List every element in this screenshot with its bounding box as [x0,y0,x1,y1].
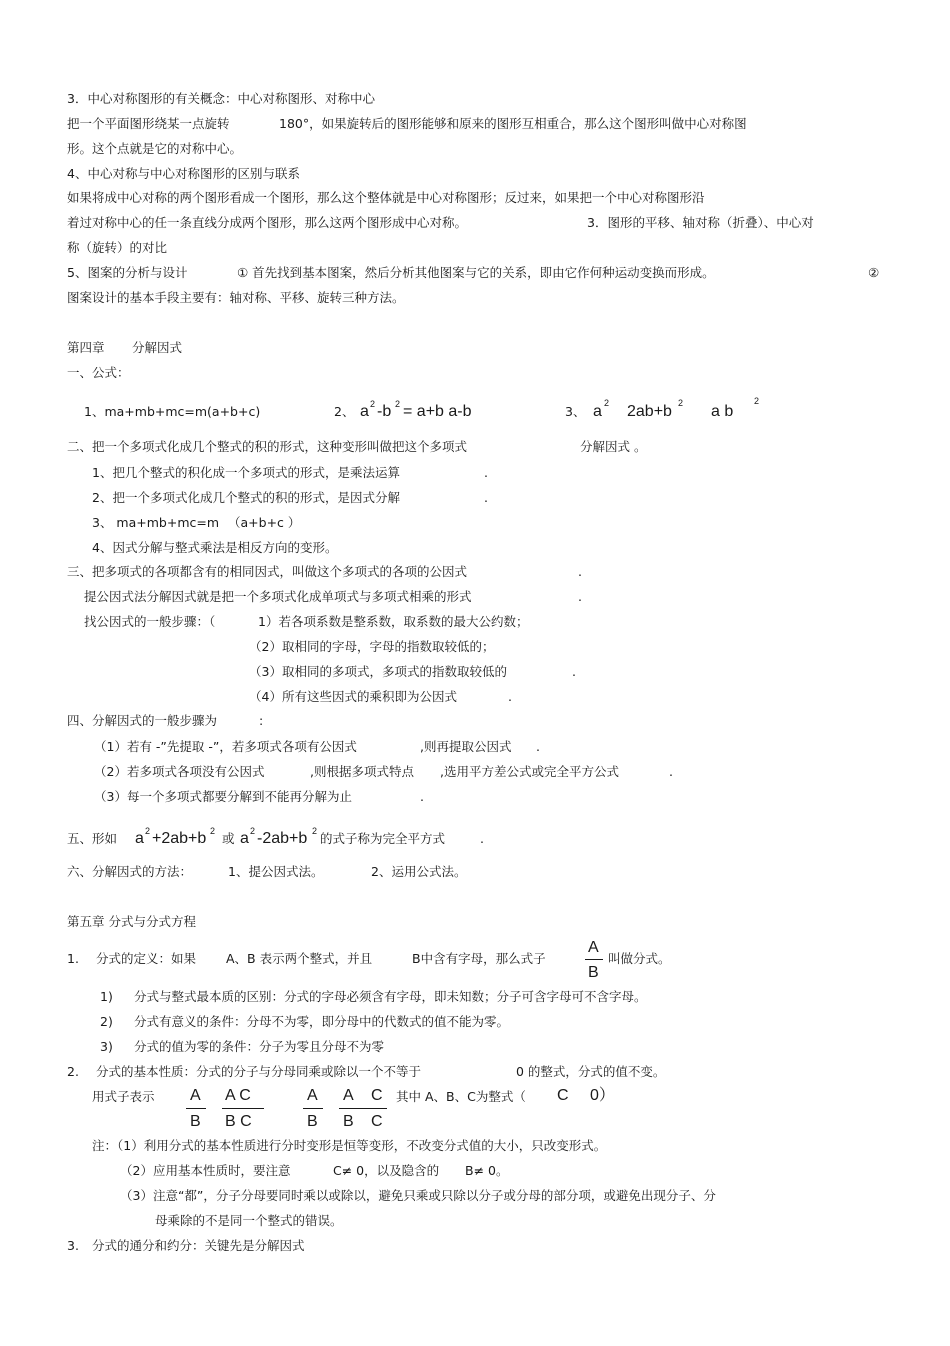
def1-part-b: A、B 表示两个整式，并且 [226,951,373,966]
section-two-item2-dot: . [484,490,488,505]
section-four-step3-dot: . [420,789,424,804]
section5-line2: 图案设计的基本手段主要有：轴对称、平移、旋转三种方法。 [67,290,405,305]
item3-number: 3) [100,1039,113,1054]
section-six-method1: 1、提公因式法。 [228,864,324,879]
section3-line1b: 180°，如果旋转后的图形能够和原来的图形互相重合，那么这个图形叫做中心对称图 [279,116,747,131]
item1-text: 分式与整式最本质的区别：分式的字母必须含有字母，即未知数；分子可含字母可不含字母。 [134,989,647,1004]
section-four-step3: （3）每一个多项式都要分解到不能再分解为止 [94,789,352,804]
formula-3-c: a b [711,403,734,420]
frac3-denominator: B [307,1113,318,1130]
prop3-text: 分式的通分和约分：关键先是分解因式 [92,1238,305,1253]
def1-fraction-bar [585,959,603,960]
section-three-step3: （3）取相同的多项式，多项式的指数取较低的 [249,664,507,679]
section5-title: 5、图案的分析与设计 [67,265,188,280]
chapter5-title: 第五章 分式与分式方程 [67,914,196,929]
section-three-step4-dot: . [508,689,512,704]
section-two-item3a: 3、 ma+mb+mc=m [92,515,220,530]
section-four-step2b: ,则根据多项式特点 [310,764,414,779]
frac2-numerator: A C [225,1087,251,1104]
section-three-step4: （4）所有这些因式的乘积即为公因式 [249,689,457,704]
frac1-numerator: A [190,1087,201,1104]
item1-number: 1) [100,989,113,1004]
frac1-denominator: B [190,1113,201,1130]
note3a: （3）注意“都”，分子分母要同时乘以或除以，避免只乘或只除以分子或分母的部分项，或避免出现分子、分 [120,1188,716,1203]
section3-line1a: 把一个平面图形绕某一点旋转 [67,116,230,131]
formula-3-sup2: 2 [678,398,684,408]
item2-number: 2) [100,1014,113,1029]
prop2-part-a: 分式的基本性质：分式的分子与分母同乘或除以一个不等于 [96,1064,422,1079]
formula-2-sup1: 2 [370,399,376,409]
section3-title: 3．中心对称图形的有关概念：中心对称图形、对称中心 [67,91,375,106]
section-four: 四、分解因式的一般步骤为 [67,713,218,728]
section-five-m2: +2ab+b [152,830,207,847]
frac4-denominator-c: C [371,1113,383,1130]
section-five-sup2: 2 [210,826,216,836]
item2-text: 分式有意义的条件：分母不为零，即分母中的代数式的值不能为零。 [134,1014,510,1029]
item3-text: 分式的值为零的条件：分子为零且分母不为零 [134,1039,385,1054]
formula-3-a: a [593,403,602,420]
expr-label: 用式子表示 [92,1089,155,1104]
section4-line3: 称（旋转）的对比 [67,240,168,255]
frac2-bar [222,1108,264,1109]
formula-heading: 一、公式： [67,365,130,380]
note3b: 母乘除的不是同一个整式的错误。 [155,1213,343,1228]
section-five-m4: -2ab+b [257,830,308,847]
section-four-step1b: ,则再提取公因式 [420,739,512,754]
section-three-step3-dot: . [572,664,576,679]
section-three-dot: . [578,564,582,579]
def1-part-d: 叫做分式。 [608,951,671,966]
section-four-step2a: （2）若多项式各项没有公因式 [94,764,265,779]
section-three-a: 提公因式法分解因式就是把一个多项式化成单项式与多项式相乘的形式 [84,589,472,604]
formula-3-number: 3、 [565,404,586,419]
prop3-number: 3. [67,1238,79,1253]
formula-2-b: -b [377,403,392,420]
frac4-numerator-c: C [371,1087,383,1104]
formula-3-sup1: 2 [604,398,610,408]
section-four-step1a: （1）若有 -”先提取 -”，若多项式各项有公因式 [94,739,357,754]
formula-3-sup3: 2 [754,396,760,406]
section-five-m3: a [240,830,249,847]
prop2-part-b: 0 的整式，分式的值不变。 [516,1064,666,1079]
section-four-step2c: ,选用平方差公式或完全平方公式 [440,764,619,779]
formula-2-sup2: 2 [395,399,401,409]
section-three: 三、把多项式的各项都含有的相同因式，叫做这个多项式的各项的公因式 [67,564,468,579]
section-five-dot: . [480,831,484,846]
section-five-sup4: 2 [312,826,318,836]
section4-line1: 如果将成中心对称的两个图形看成一个图形，那么这个整体就是中心对称图形；反过来，如果把一个中心对称图形沿 [67,190,705,205]
section-six-label: 六、分解因式的方法： [67,864,193,879]
section-six-method2: 2、运用公式法。 [371,864,467,879]
section-four-colon: : [259,713,264,728]
section-five-label: 五、形如 [67,831,118,846]
section-five-sup3: 2 [250,826,256,836]
frac4-numerator-a: A [343,1087,354,1104]
where-text: 其中 A、B、C为整式（ [396,1089,526,1104]
formula-3-b: 2ab+b [627,403,672,420]
section-two-item1: 1、把几个整式的积化成一个多项式的形式，是乘法运算 [92,465,400,480]
where-c: C [557,1087,569,1104]
section-three-a-dot: . [578,589,582,604]
formula-2-number: 2、 [334,404,355,419]
section-two-item2: 2、把一个多项式化成几个整式的积的形式，是因式分解 [92,490,400,505]
section-four-step1-dot: . [536,739,540,754]
section4-line2b: 3．图形的平移、轴对称（折叠）、中心对 [587,215,814,230]
section-four-step2-dot: . [669,764,673,779]
note2a: （2）应用基本性质时，要注意 [120,1163,291,1178]
frac1-bar [186,1108,206,1109]
section5-point1: ① 首先找到基本图案，然后分析其他图案与它的关系，即由它作何种运动变换而形成。 [237,265,715,280]
section-two: 二、把一个多项式化成几个整式的积的形式，这种变形叫做把这个多项式 [67,439,468,454]
frac3-numerator: A [307,1087,318,1104]
note2b: C≠ 0，以及隐含的 [333,1163,440,1178]
frac2-denominator: B C [225,1113,252,1130]
def1-number: 1. [67,951,79,966]
def1-part-a: 分式的定义：如果 [96,951,197,966]
frac4-denominator-b: B [343,1113,354,1130]
formula-2-c: = a+b a-b [403,403,472,420]
section-two-term: 分解因式 。 [580,439,647,454]
def1-part-c: B中含有字母，那么式子 [412,951,546,966]
prop2-number: 2. [67,1064,79,1079]
section-two-item1-dot: . [484,465,488,480]
where-zero: 0） [590,1087,615,1104]
section-five-m1: a [135,830,144,847]
def1-fraction-denominator: B [588,964,599,981]
section-three-steps-label: 找公因式的一般步骤：（ [84,614,216,629]
note2c: B≠ 0。 [465,1163,509,1178]
section-five-or: 或 [222,831,235,846]
section-three-step1: 1）若各项系数是整系数，取系数的最大公约数； [258,614,529,629]
chapter4-subtitle: 分解因式 [132,340,183,355]
section-two-item3b: （a+b+c ） [228,515,301,530]
section-two-item4: 4、因式分解与整式乘法是相反方向的变形。 [92,540,338,555]
formula-1: 1、ma+mb+mc=m(a+b+c) [84,404,261,419]
note1: 注：（1）利用分式的基本性质进行分时变形是恒等变形，不改变分式值的大小，只改变形式。 [92,1138,607,1153]
frac4-bar [339,1108,387,1109]
section4-title: 4、中心对称与中心对称图形的区别与联系 [67,166,300,181]
chapter4-title: 第四章 [67,340,105,355]
section-five-sup1: 2 [145,826,151,836]
def1-fraction-numerator: A [588,939,599,956]
formula-2-a: a [360,403,369,420]
section5-point2-marker: ② [868,265,880,280]
section-three-step2: （2）取相同的字母，字母的指数取较低的； [249,639,495,654]
section4-line2a: 着过对称中心的任一条直线分成两个图形，那么这两个图形成中心对称。 [67,215,468,230]
section-five-text: 的式子称为完全平方式 [320,831,446,846]
section3-line2: 形。这个点就是它的对称中心。 [67,141,243,156]
frac3-bar [303,1108,323,1109]
